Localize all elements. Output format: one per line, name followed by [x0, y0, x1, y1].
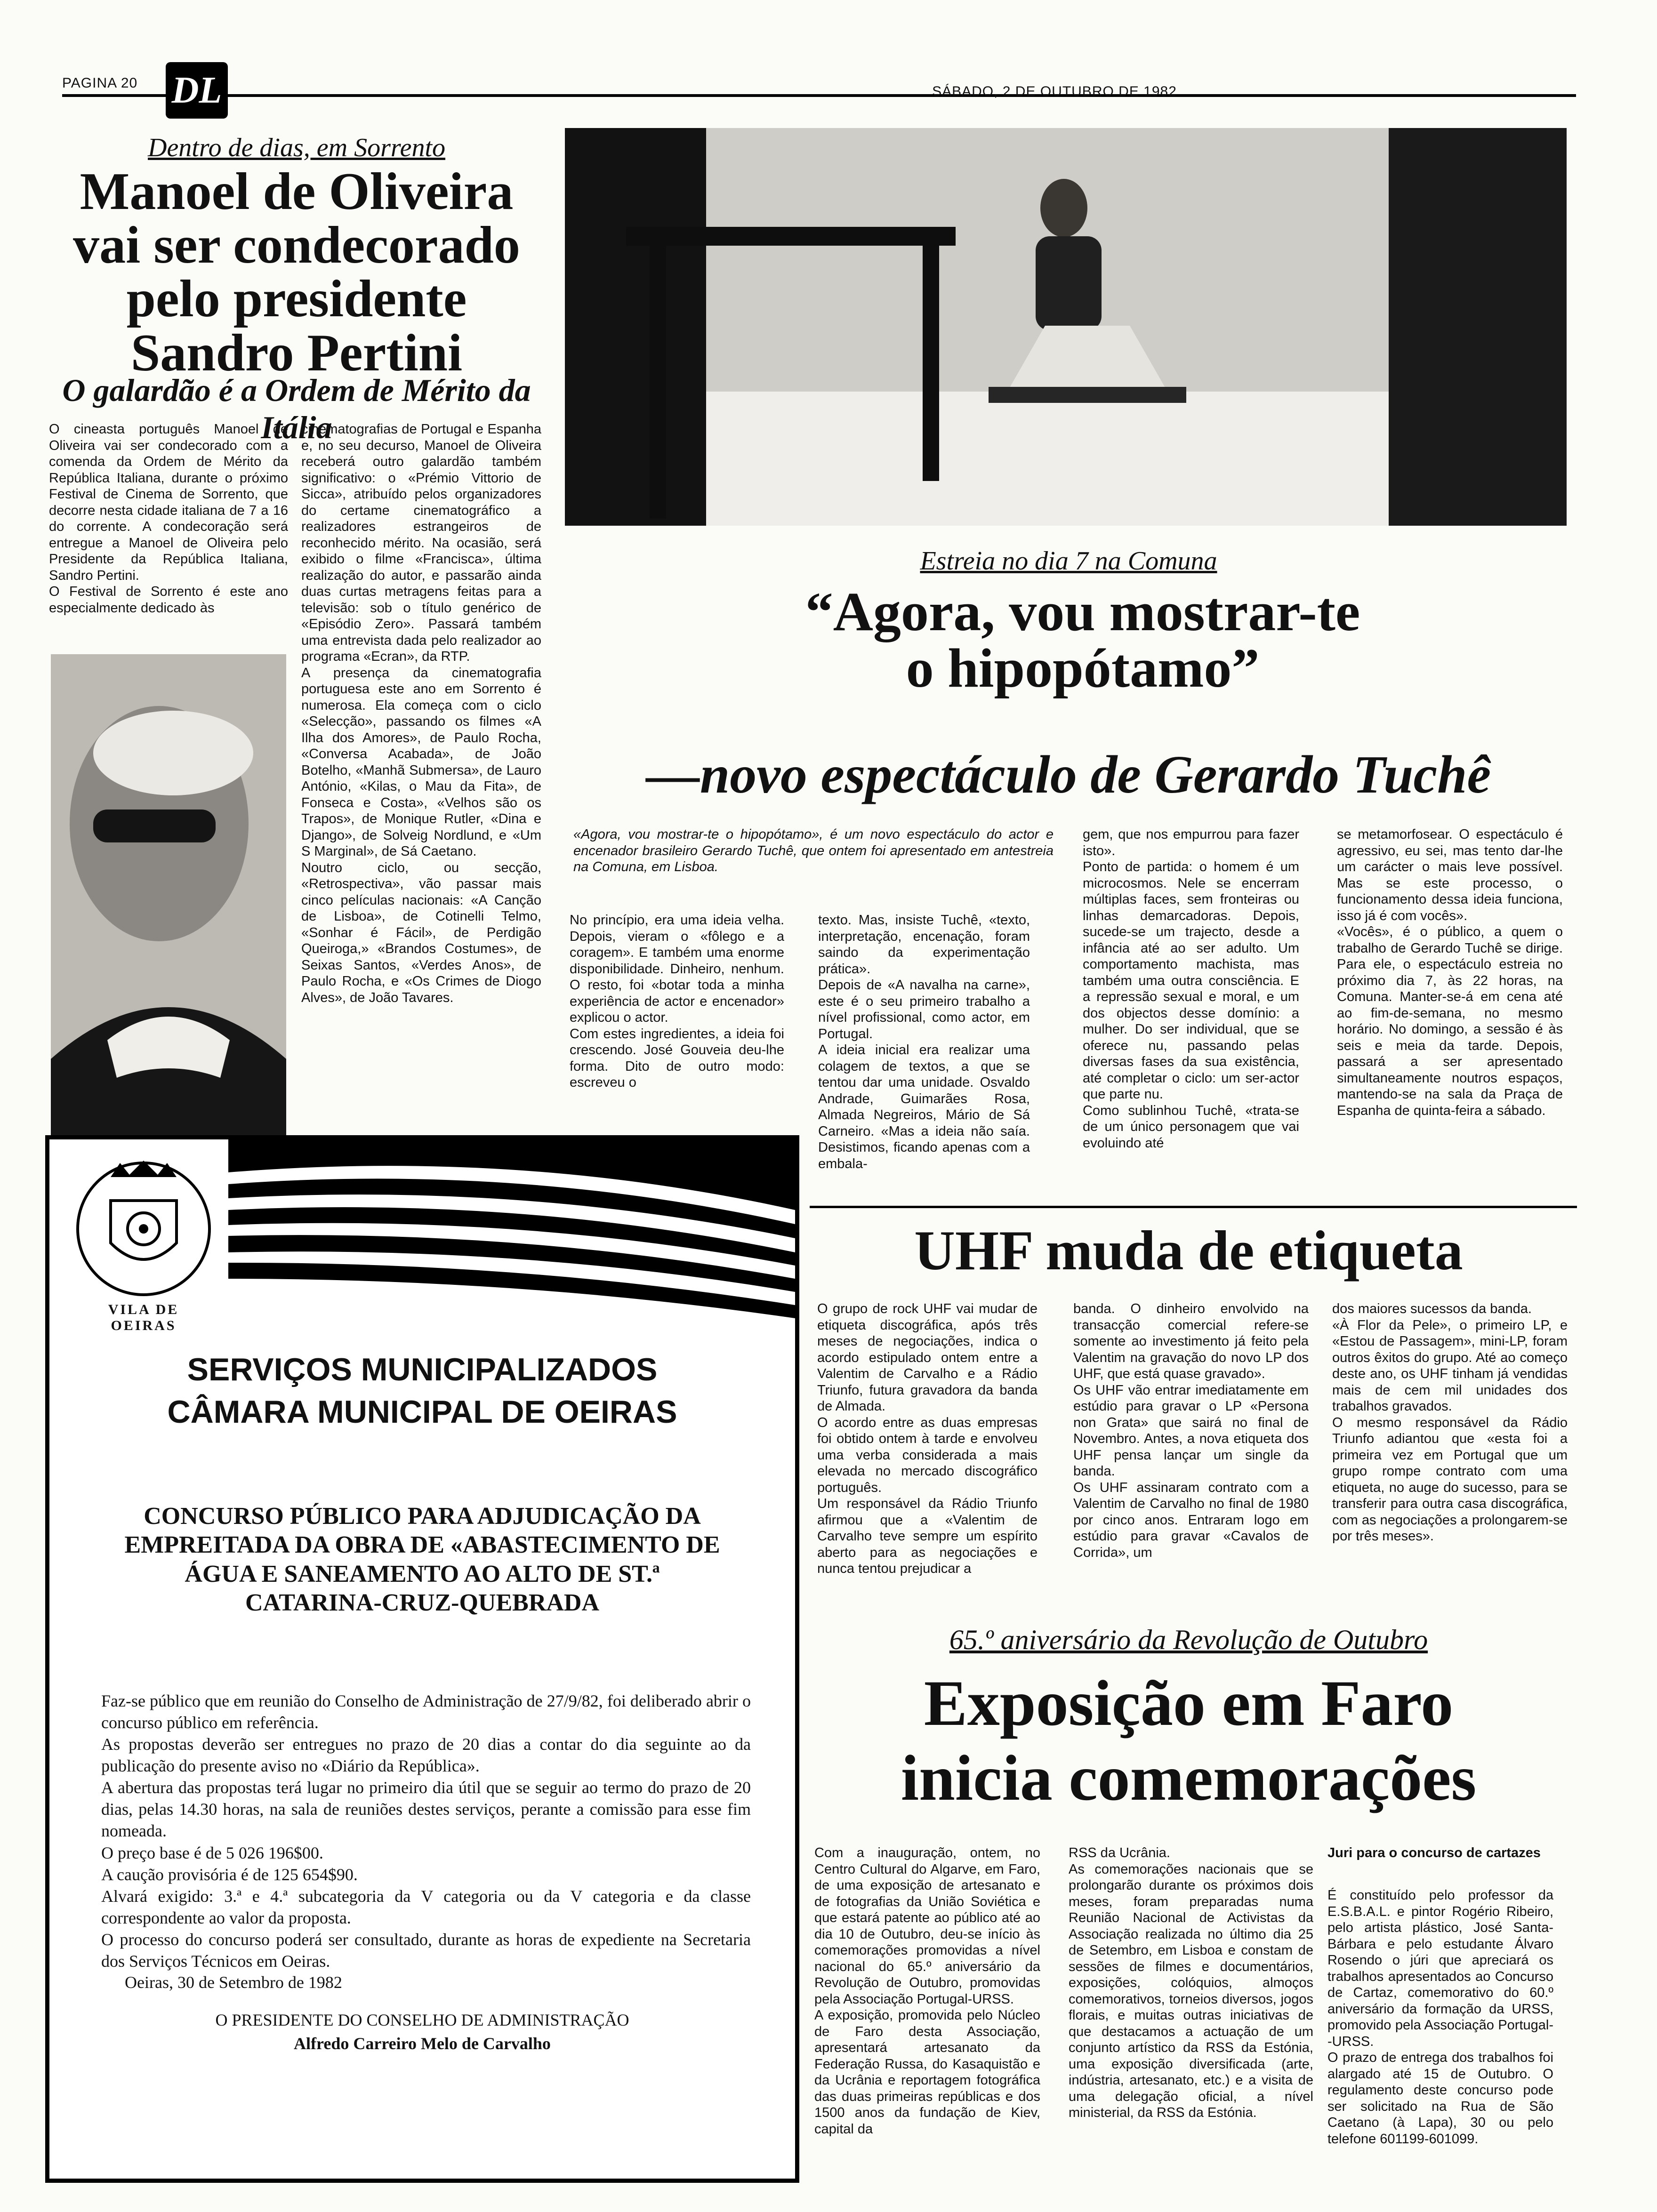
faro-column-1: Com a inauguração, ontem, no Centro Cultural do Algarve, em Faro, de uma exposição de artesanato e de fotografias da União Soviética e que estará patente ao público até ao dia 10 de Outubro, deu-se início às comemorações promovidas a nível nacional do 65.º aniversário da Revolução de Outubro, promovidas pela Associação Portugal-URSS. A exposição, promovida pelo Núcleo de Faro desta Associação, apresentará artesanato da Federação Russa, do Kasaquistão e da Ucrânia e reportagem fotográfica das duas primeiras repúblicas e dos 1500 anos da fundação de Kiev, capital da	[814, 1845, 1040, 2137]
tuche-column-3: gem, que nos empurrou para fazer isto». Ponto de partida: o homem é um microcosmos. Nele se encerram múltiplas faces, sem fronteiras ou linhas demarcadoras. Depois, sucede-se um trajecto, desde a infância até ao ser adulto. Um comportamento machista, mas também uma outra consciência. E a repressão sexual e moral, e um dos objectos desse domínio: a mulher. Do ser individual, que se oferece nu, passando pelas diversas fases da sua existência, até completar o ciclo: um ser-actor que parte nu. Como sublinhou Tuchê, «trata-se de um único personagem que vai evoluindo até	[1083, 827, 1299, 1151]
ad-org-line-1: SERVIÇOS MUNICIPALIZADOS	[187, 1352, 658, 1387]
tuche-kicker: Estreia no dia 7 na Comuna	[920, 546, 1217, 576]
municipal-ad-box	[45, 1135, 799, 2183]
tuche-column-4: se metamorfosear. O espectáculo é agressivo, eu sei, mas tento dar-lhe um carácter o mais leve possível. Mas se este processo, o funcionamento dessa ideia funciona, isso já é com vocês». «Vocês», é o público, a quem o trabalho de Gerardo Tuchê se dirige. Para ele, o espectáculo estreia no próximo dia 7, às 22 horas, na Comuna. Manter-se-á em cena até ao fim-de-semana, no mesmo horário. No domingo, a sessão é às seis e meia da tarde. Depois, passará a ser apresentado simultaneamente noutros espaços, mantendo-se na sala da Praça de Espanha de quinta-feira a sábado.	[1337, 827, 1563, 1118]
oliveira-subhead: O galardão é a Ordem de Mérito da Itália	[62, 372, 531, 445]
seal-text: VILA DE OEIRAS	[108, 1302, 179, 1333]
faro-kicker: 65.º aniversário da Revolução de Outubro	[949, 1624, 1428, 1655]
page-number: PAGINA 20	[62, 75, 138, 91]
faro-column-2: RSS da Ucrânia. As comemorações nacionais que se prolongarão durante os próximos dois meses, foram preparadas numa Reunião Nacional de Activistas da Associação realizada no último dia 25 de Setembro, em Lisboa e constam de sessões de filmes e documentários, exposições, colóquios, almoços comemorativos, torneios diversos, jogos florais, e muitas outras iniciativas de que destacamos a actuação de um conjunto artístico da RSS da Estónia, uma exposição diversificada (arte, indústria, artesanato, etc.) e a visita de uma delegação oficial, a nível ministerial, da RSS da Estónia.	[1069, 1845, 1313, 2120]
masthead-rule	[62, 94, 1576, 97]
tuche-column-1: No princípio, era uma ideia velha. Depois, vieram o «fôlego e a coragem». E também uma enorme disponibilidade. Dinheiro, nenhum. O resto, foi «botar toda a minha experiência de actor e encenador» explicou o actor. Com estes ingredientes, a ideia foi crescendo. José Gouveia deu-lhe forma. Dito de outro modo: escreveu o	[570, 913, 784, 1090]
tuche-lead: «Agora, vou mostrar-te o hipopótamo», é um novo espectáculo do actor e encenador brasileiro Gerardo Tuchê, que ontem foi apresentado em antestreia na Comuna, em Lisboa.	[573, 827, 1054, 874]
stage-illustration	[565, 128, 1567, 526]
stage-photo	[565, 128, 1567, 526]
ad-signer-title: O PRESIDENTE DO CONSELHO DE ADMINISTRAÇÃO	[215, 2011, 629, 2029]
portrait-illustration	[51, 654, 286, 1191]
tuche-column-2: texto. Mas, insiste Tuchê, «texto, interpretação, encenação, foram saindo da experimentação prática». Depois de «A navalha na carne», este é o seu primeiro trabalho a nível profissional, como actor, em Portugal. A ideia inicial era realizar uma colagem de textos, a que se tentou dar uma unidade. Osvaldo Andrade, Guimarães Rosa, Almada Negreiros, Mário de Sá Carneiro. «Mas a ideia não saía. Desistimos, ficando apenas com a embala-	[818, 913, 1030, 1171]
uhf-headline: UHF muda de etiqueta	[914, 1219, 1463, 1282]
oliveira-kicker: Dentro de dias, em Sorrento	[148, 133, 445, 162]
oliveira-portrait-photo	[51, 654, 286, 1191]
faro-column-3: É constituído pelo professor da E.S.B.A.L. e pintor Rogério Ribeiro, pelo artista plástico, José Santa-Bárbara e pelo estudante Álvaro Rosendo o júri que apreciará os trabalhos apresentados ao Concurso de Cartaz, comemorativo do 60.º aniversário da formação da URSS, promovido pela Associação Portugal--URSS. O prazo de entrega dos trabalhos foi alargado até 15 de Outubro. O regulamento deste concurso pode ser solicitado na Rua de São Caetano (à Lapa), 30 ou pelo telefone 601199-601099.	[1327, 1888, 1553, 2147]
oliveira-headline: Manoel de Oliveira vai ser condecorado pelo presidente Sandro Pertini	[73, 162, 520, 382]
uhf-column-1: O grupo de rock UHF vai mudar de etiqueta discográfica, após três meses de negociações, indica o acordo estipulado ontem entre a Valentim de Carvalho e a Rádio Triunfo, futura gravadora da banda de Almada. O acordo entre as duas empresas foi obtido ontem à tarde e envolveu uma verba considerada a mais elevada no mercado discográfico português. Um responsável da Rádio Triunfo afirmou que a «Valentim de Carvalho teve sempre um espírito aberto para as negociações e nunca tentou prejudicar a	[817, 1301, 1038, 1576]
uhf-column-3: dos maiores sucessos da banda. «À Flor da Pele», o primeiro LP, e «Estou de Passagem», mini-LP, foram outros êxitos do grupo. Até ao começo deste ano, os UHF tinham já vendidas mais de cem mil unidades dos trabalhos gravados. O mesmo responsável da Rádio Triunfo adiantou que «esta foi a primeira vez em Portugal que um grupo rompe contrato com uma etiqueta, no auge do sucesso, para se transferir para outra casa discográfica, com as negociações a prolongarem-se por três meses».	[1332, 1301, 1568, 1544]
ad-body-text: Faz-se público que em reunião do Conselho de Administração de 27/9/82, foi deliberado abrir o concurso público em referência. As propostas deverão ser entregues no prazo de 20 dias a contar do dia seguinte ao da publicação do presente aviso no «Diário da República». A abertura das propostas terá lugar no primeiro dia útil que se seguir ao termo do prazo de 20 dias, pelas 14.30 horas, na sala de reuniões destes serviços, perante a comissão para esse fim nomeada. O preço base é de 5 026 196$00. A caução provisória é de 125 654$90. Alvará exigido: 3.ª e 4.ª subcategoria da V categoria ou da V categoria e da classe correspondente ao valor da proposta. O processo do concurso poderá ser consultado, durante as horas de expediente na Secretaria dos Serviços Técnicos em Oeiras.	[101, 1691, 751, 1971]
newspaper-logo: DL	[166, 62, 228, 119]
uhf-top-rule	[810, 1206, 1577, 1208]
faro-sub-heading: Juri para o concurso de cartazes	[1327, 1845, 1541, 1860]
ad-tender-title: CONCURSO PÚBLICO PARA ADJUDICAÇÃO DA EMPREITADA DA OBRA DE «ABASTECIMENTO DE ÁGUA E SANEAMENTO AO ALTO DE ST.ª CATARINA-CRUZ-QUEBRADA	[124, 1503, 720, 1617]
ad-signer-name: Alfredo Carreiro Melo de Carvalho	[294, 2034, 551, 2053]
oliveira-column-2: cinematografias de Portugal e Espanha e, no seu decurso, Manoel de Oliveira receberá outro galardão também significativo: o «Prémio Vittorio de Sicca», atribuído pelos organizadores do certame cinematográfico a realizadores estrangeiros de reconhecido mérito. Na ocasião, será exibido o filme «Francisca», última realização do autor, e passarão ainda duas curtas metragens feitas para a televisão: sob o título genérico de «Episódio Zero». Passará também uma entrevista dada pelo realizador ao programa «Ecran», da RTP. A presença da cinematografia portuguesa este ano em Sorrento é numerosa. Ela começa com o ciclo «Selecção», passando os filmes «A Ilha dos Amores», de Paulo Rocha, «Conversa Acabada», de João Botelho, «Manhã Submersa», de Lauro António, «Kilas, o Mau da Fita», de Fonseca e Costa», «Velhos são os Trapos», de Monique Rutler, «Dina e Django», de Solveig Nordlund, e «Um S Marginal», de Sá Caetano. Noutro ciclo, ou secção, «Retrospectiva», vão passar mais cinco películas nacionais: «A Canção de Lisboa», de Cotinelli Telmo, «Sonhar é Fácil», de Perdigão Queiroga,» «Brandos Costumes», de Seixas Santos, «Verdes Anos», de Paulo Rocha, e «Os Crimes de Diogo Alves», de João Tavares.	[301, 422, 541, 1005]
page-date: SÁBADO, 2 DE OUTUBRO DE 1982	[932, 84, 1177, 99]
uhf-column-2: banda. O dinheiro envolvido na transacção comercial refere-se somente ao investimento já feito pela Valentim na gravação do novo LP dos UHF, que está quase gravado». Os UHF vão entrar imediatamente em estúdio para gravar o LP «Persona non Grata» que sairá no final de Novembro. Antes, a nova etiqueta dos UHF pensa lançar um single da banda. Os UHF assinaram contrato com a Valentim de Carvalho no final de 1980 por cinco anos. Entraram logo em estúdio para gravar «Cavalos de Corrida», um	[1073, 1301, 1309, 1560]
ad-date-line: Oeiras, 30 de Setembro de 1982	[125, 1973, 342, 1992]
oeiras-seal	[73, 1158, 214, 1299]
ad-org-line-2: CÂMARA MUNICIPAL DE OEIRAS	[167, 1394, 677, 1430]
tuche-subhead: —novo espectáculo de Gerardo Tuchê	[646, 745, 1491, 804]
tuche-headline: “Agora, vou mostrar-te o hipopótamo”	[805, 581, 1360, 699]
faro-headline: Exposição em Faro inicia comemorações	[901, 1667, 1477, 1814]
crest-icon	[73, 1158, 214, 1299]
oliveira-column-1: O cineasta português Manoel de Oliveira vai ser condecorado com a comenda da Ordem de Mérito da República Italiana, durante o próximo Festival de Cinema de Sorrento, que decorre nesta cidade italiana de 7 a 16 do corrente. A condecoração será entregue a Manoel de Oliveira pelo Presidente da República Italiana, Sandro Pertini. O Festival de Sorrento é este ano especialmente dedicado às	[49, 422, 288, 616]
